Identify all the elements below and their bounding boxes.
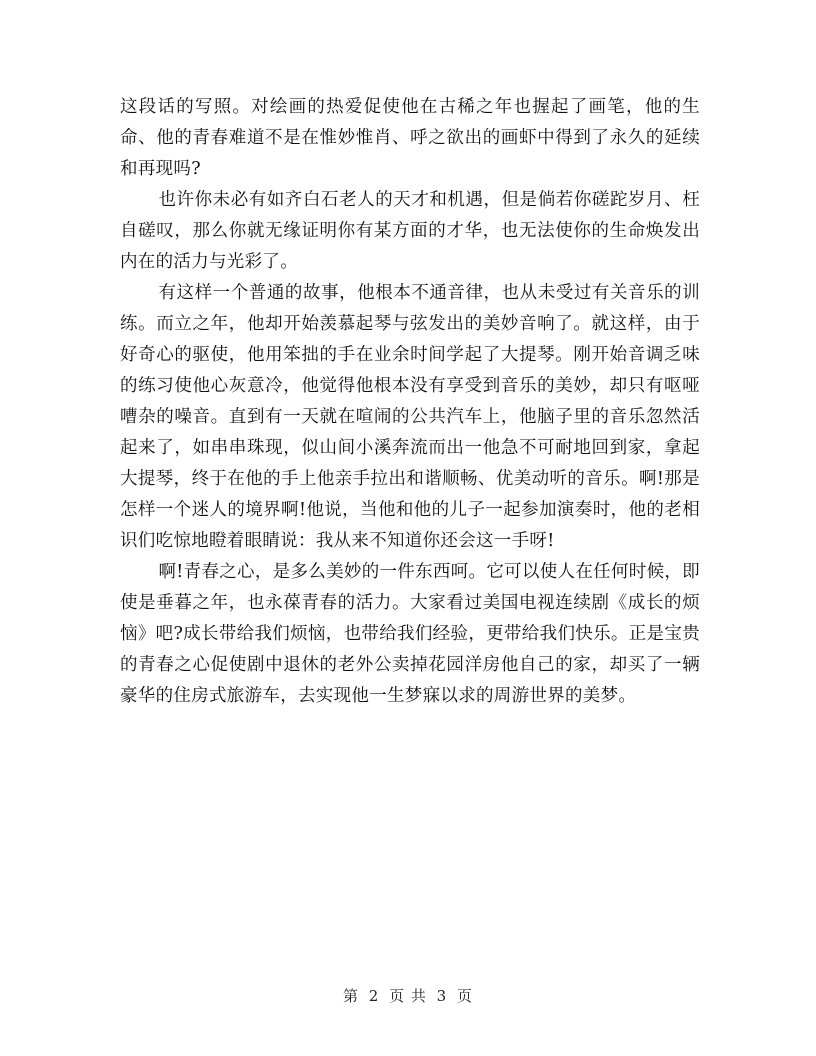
paragraph-youthful-heart: 啊!青春之心，是多么美妙的一件东西呵。它可以使人在任何时候，即使是垂暮之年，也永葆青春的活力。大家看过美国电视连续剧《成长的烦恼》吧?成长带给我们烦恼，也带给我们经验，更带给我们快乐。正是宝贵的青春之心促使剧中退休的老外公卖掉花园洋房他自己的家，却买了一辆豪华的住房式旅游车，去实现他一生梦寐以求的周游世界的美梦。 [120,562,700,706]
current-page-number: 2 [368,987,380,1005]
paragraph-qi-baishi: 也许你未必有如齐白石老人的天才和机遇，但是倘若你磋跎岁月、枉自磋叹，那么你就无缘证明你有某方面的才华，也无法使你的生命焕发出内在的活力与光彩了。 [120,190,700,272]
total-pages-number: 3 [436,987,448,1005]
footer-prefix: 第 [342,987,359,1005]
paragraph-continuation: 这段话的写照。对绘画的热爱促使他在古稀之年也握起了画笔，他的生命、他的青春难道不是在惟妙惟肖、呼之欲出的画虾中得到了永久的延续和再现吗? [120,97,700,179]
body-text [120,92,700,712]
paragraph-cello-story: 有这样一个普通的故事，他根本不通音律，也从未受过有关音乐的训练。而立之年，他却开始羡慕起琴与弦发出的美妙音响了。就这样，由于好奇心的驱使，他用笨拙的手在业余时间学起了大提琴。刚开始音调乏味的练习使他心灰意冷，他觉得他根本没有享受到音乐的美妙，却只有呕哑嘈杂的噪音。直到有一天就在喧闹的公共汽车上，他脑子里的音乐忽然活起来了，如串串珠现，似山间小溪奔流而出一他急不可耐地回到家，拿起大提琴，终于在他的手上他亲手拉出和谐顺畅、优美动听的音乐。啊!那是怎样一个迷人的境界啊!他说，当他和他的儿子一起参加演奏时，他的老相识们吃惊地瞪着眼睛说：我从来不知道你还会这一手呀! [120,283,700,551]
footer-suffix: 页 [457,987,474,1005]
footer-middle: 页 共 [389,987,427,1005]
page-footer [0,985,816,1006]
